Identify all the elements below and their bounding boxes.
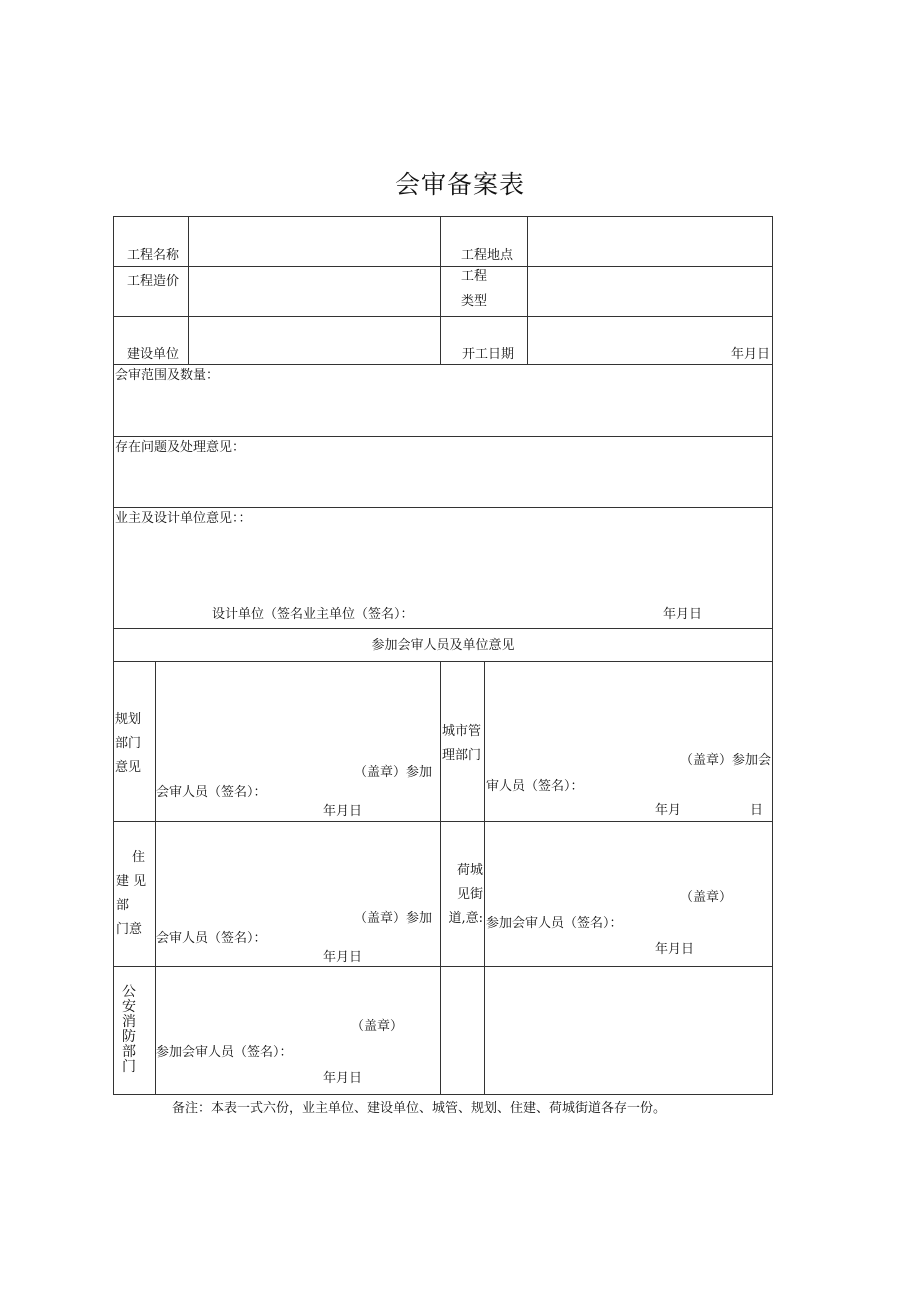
column-divider: [484, 661, 485, 1094]
housing-stamp: （盖章）参加: [354, 911, 433, 926]
start-date-label: 开工日期: [462, 347, 515, 362]
fire-signer: 参加会审人员（签名）：: [156, 1045, 293, 1060]
row-divider: [114, 628, 772, 629]
row-divider: [114, 364, 772, 365]
construction-unit-label: 建设单位: [127, 347, 180, 362]
column-divider: [440, 661, 441, 1094]
project-type-label: 工程: [461, 269, 488, 284]
footnote: 备注：本表一式六份，业主单位、建设单位、城管、规划、住建、荷城街道各存一份。: [172, 1101, 667, 1116]
fire-stamp: （盖章）: [351, 1019, 404, 1034]
fire-date: 年月日: [323, 1071, 363, 1086]
housing-signer: 会审人员（签名）：: [156, 931, 267, 946]
housing-dept-label: 住 建 见 部 门意: [116, 850, 147, 937]
city-management-date: 年月: [655, 803, 682, 818]
fire-dept-label: 公 安 消 防 部 门: [122, 984, 136, 1075]
city-management-dept-label: 城市管 理部门: [442, 724, 482, 763]
owner-design-signature: 设计单位（签名业主单位（签名）：: [212, 607, 414, 622]
participants-header: 参加会审人员及单位意见: [371, 638, 515, 653]
row-divider: [114, 436, 772, 437]
row-divider: [114, 821, 772, 822]
row-divider: [114, 507, 772, 508]
column-divider: [527, 217, 528, 364]
owner-design-opinion-label: 业主及设计单位意见：：: [115, 511, 252, 526]
hecheng-street-label: 荷城 见街 道,意:: [448, 863, 483, 926]
review-record-form: [113, 216, 773, 1095]
housing-date: 年月日: [323, 950, 363, 965]
hecheng-street-date: 年月日: [655, 942, 695, 957]
row-divider: [114, 661, 772, 662]
project-name-label: 工程名称: [127, 248, 180, 263]
city-management-stamp: （盖章）参加会: [680, 753, 772, 768]
row-divider: [114, 266, 772, 267]
issues-label: 存在问题及处理意见：: [115, 440, 246, 455]
project-location-label: 工程地点: [461, 248, 514, 263]
hecheng-street-stamp: （盖章）: [680, 890, 733, 905]
row-divider: [114, 316, 772, 317]
start-date-value: 年月日: [731, 347, 771, 362]
city-management-signer: 审人员（签名）：: [486, 779, 584, 794]
scope-label: 会审范围及数量：: [115, 368, 220, 383]
project-type-label: 类型: [461, 294, 488, 309]
hecheng-street-signer: 参加会审人员（签名）：: [486, 916, 623, 931]
planning-stamp: （盖章）参加: [354, 765, 433, 780]
planning-dept-label: 规划 部门 意见: [115, 712, 142, 775]
row-divider: [114, 966, 772, 967]
project-cost-label: 工程造价: [127, 274, 180, 289]
page-title: 会审备案表: [394, 170, 525, 199]
column-divider: [155, 661, 156, 1094]
column-divider: [188, 217, 189, 364]
city-management-date-day: 日: [750, 803, 764, 818]
planning-signer: 会审人员（签名）：: [156, 785, 267, 800]
owner-design-date: 年月日: [663, 607, 703, 622]
column-divider: [440, 217, 441, 364]
planning-date: 年月日: [323, 804, 363, 819]
